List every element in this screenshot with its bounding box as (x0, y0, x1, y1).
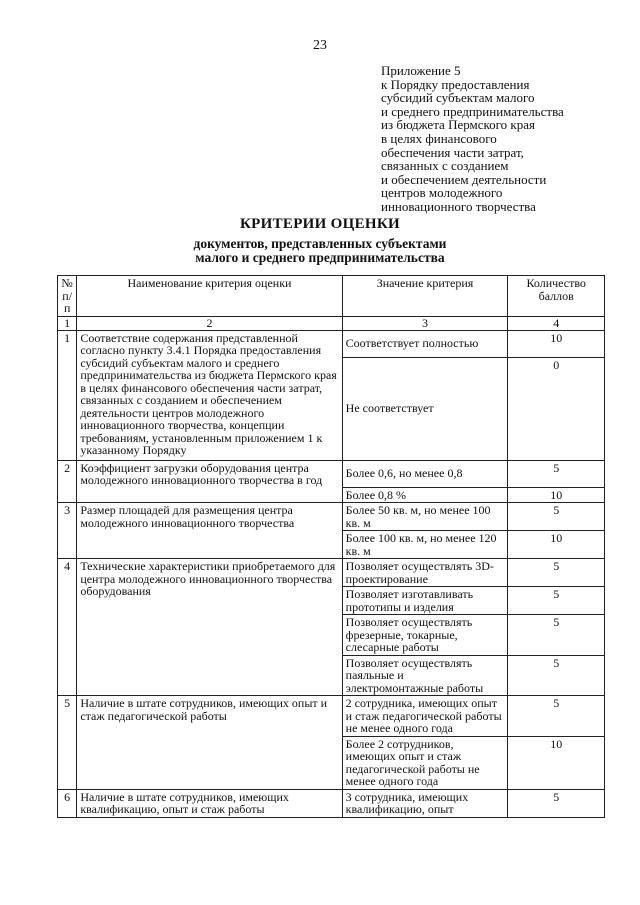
table-row (58, 696, 605, 737)
appendix-line: центров молодежного (381, 185, 503, 201)
criterion-value: Позволяет осуществлять 3D-проектирование (342, 559, 508, 587)
criterion-points: 5 (508, 696, 605, 737)
document-title: КРИТЕРИИ ОЦЕНКИ (239, 216, 400, 232)
appendix-line: Приложение 5 (381, 63, 461, 78)
criteria-table (57, 275, 605, 818)
row-number: 1 (58, 330, 77, 460)
appendix-line: инновационного творчества (381, 198, 536, 214)
criterion-name: Технические характеристики приобретаемого для центра молодежного инновационного творчества оборудования (77, 559, 342, 696)
criterion-value: Позволяет осуществлять паяльные и электромонтажные работы (342, 655, 508, 696)
criterion-value: Позволяет осуществлять фрезерные, токарные, слесарные работы (342, 615, 508, 656)
page-number: 23 (313, 38, 327, 53)
header-points: Количество баллов (508, 276, 605, 317)
criterion-points: 5 (508, 587, 605, 615)
criterion-value: Более 50 кв. м, но менее 100 кв. м (342, 503, 508, 531)
criterion-points: 5 (508, 789, 605, 817)
table-row (58, 330, 605, 357)
appendix-line: и обеспечением деятельности (381, 171, 547, 187)
appendix-line: к Порядку предоставления (381, 76, 530, 92)
column-index: 1 (58, 316, 77, 330)
appendix-line: в целях финансового (381, 130, 497, 146)
table-header-row (58, 276, 605, 317)
document-subtitle (0, 237, 640, 265)
table-row (58, 559, 605, 587)
criterion-value: Позволяет изготавливать прототипы и изделия (342, 587, 508, 615)
criterion-name: Наличие в штате сотрудников, имеющих опыт и стаж педагогической работы (77, 696, 342, 790)
table-row (58, 503, 605, 531)
row-number: 2 (58, 460, 77, 503)
criterion-name: Соответствие содержания представленной согласно пункту 3.4.1 Порядка предоставления субсидий субъектам малого и среднего предпринимательства из бюджета Пермского края в целях финансового обеспечения части затрат, связанных с созданием и обеспечением деятельности центров молодежного инновационного творчества, концепции требованиям, установленным приложением 1 к указанному Порядку (77, 330, 342, 460)
column-index: 4 (508, 316, 605, 330)
appendix-line: обеспечения части затрат, (381, 144, 524, 160)
criterion-value: 3 сотрудника, имеющих квалификацию, опыт (342, 789, 508, 817)
criterion-value: 2 сотрудника, имеющих опыт и стаж педагогической работы не менее одного года (342, 696, 508, 737)
subtitle-line: малого и среднего предпринимательства (195, 250, 445, 265)
table-row (58, 789, 605, 817)
column-index-row (58, 316, 605, 330)
table-row (58, 460, 605, 487)
column-index: 2 (77, 316, 342, 330)
criterion-value: Более 100 кв. м, но менее 120 кв. м (342, 531, 508, 559)
criterion-value: Более 0,6, но менее 0,8 (342, 460, 508, 487)
header-num: № п/п (58, 276, 77, 317)
criterion-points: 10 (508, 487, 605, 503)
criterion-value: Не соответствует (342, 357, 508, 460)
appendix-line: из бюджета Пермского края (381, 117, 536, 133)
row-number: 5 (58, 696, 77, 790)
row-number: 4 (58, 559, 77, 696)
criterion-name: Коэффициент загрузки оборудования центра молодежного инновационного творчества в год (77, 460, 342, 503)
criterion-points: 5 (508, 615, 605, 656)
row-number: 6 (58, 789, 77, 817)
criterion-points: 0 (508, 357, 605, 460)
appendix-note (381, 64, 621, 214)
criterion-points: 10 (508, 330, 605, 357)
subtitle-line: документов, представленных субъектами (193, 236, 447, 251)
criterion-value: Более 2 сотрудников, имеющих опыт и стаж педагогической работы не менее одного года (342, 736, 508, 789)
criterion-points: 10 (508, 736, 605, 789)
row-number: 3 (58, 503, 77, 559)
header-value: Значение критерия (342, 276, 508, 317)
criterion-value: Более 0,8 % (342, 487, 508, 503)
criterion-name: Наличие в штате сотрудников, имеющих квалификацию, опыт и стаж работы (77, 789, 342, 817)
criterion-points: 5 (508, 559, 605, 587)
criterion-name: Размер площадей для размещения центра молодежного инновационного творчества (77, 503, 342, 559)
appendix-line: связанных с созданием (381, 158, 509, 174)
criterion-value: Соответствует полностью (342, 330, 508, 357)
criterion-points: 5 (508, 655, 605, 696)
criterion-points: 5 (508, 460, 605, 487)
column-index: 3 (342, 316, 508, 330)
appendix-line: и среднего предпринимательства (381, 103, 564, 119)
appendix-line: субсидий субъектам малого (381, 90, 535, 106)
criterion-points: 5 (508, 503, 605, 531)
header-name: Наименование критерия оценки (77, 276, 342, 317)
criterion-points: 10 (508, 531, 605, 559)
